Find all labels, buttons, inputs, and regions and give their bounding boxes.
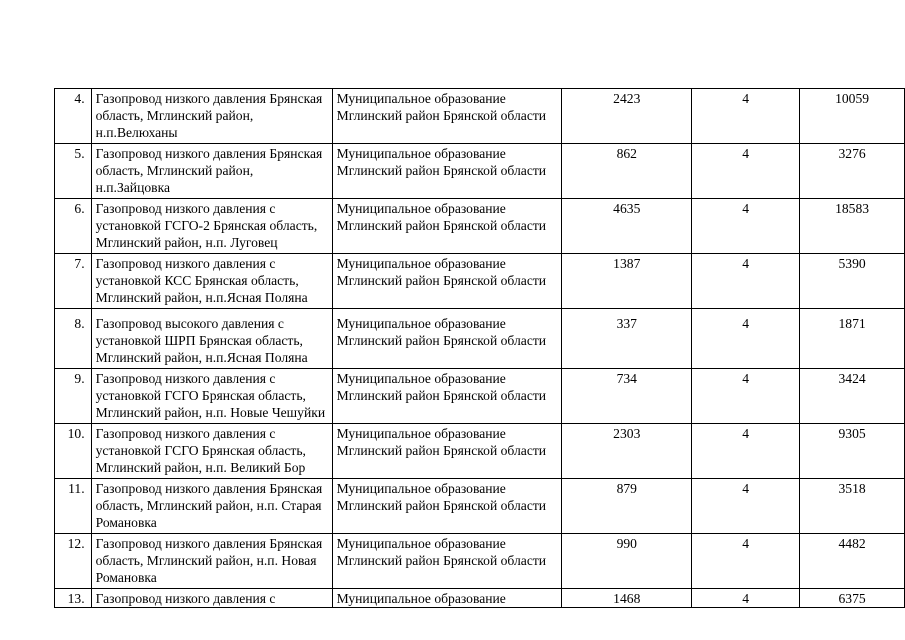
pipeline-group: 4 [692, 199, 800, 254]
pipeline-value: 10059 [800, 89, 905, 144]
pipeline-group: 4 [692, 309, 800, 369]
pipeline-group: 4 [692, 144, 800, 199]
table-row [55, 589, 905, 608]
pipeline-group: 4 [692, 254, 800, 309]
pipeline-value: 9305 [800, 424, 905, 479]
pipeline-group: 4 [692, 89, 800, 144]
pipeline-description: Газопровод низкого давления Брянская область, Мглинский район, н.п. Старая Романовка [91, 479, 332, 534]
owner-organization: Муниципальное образование Мглинский район Брянской области [332, 369, 562, 424]
pipeline-value: 1871 [800, 309, 905, 369]
pipeline-length: 990 [562, 534, 692, 589]
owner-organization: Муниципальное образование [332, 589, 562, 608]
pipeline-value: 6375 [800, 589, 905, 608]
pipeline-description: Газопровод низкого давления с установкой ГСГО Брянская область, Мглинский район, н.п. Новые Чешуйки [91, 369, 332, 424]
pipeline-value: 18583 [800, 199, 905, 254]
pipeline-value: 3276 [800, 144, 905, 199]
pipeline-value: 3424 [800, 369, 905, 424]
row-number: 7. [55, 254, 92, 309]
pipeline-description: Газопровод высокого давления с установкой ШРП Брянская область, Мглинский район, н.п.Ясная Поляна [91, 309, 332, 369]
pipeline-description: Газопровод низкого давления Брянская область, Мглинский район, н.п.Зайцовка [91, 144, 332, 199]
pipeline-length: 879 [562, 479, 692, 534]
pipeline-length: 734 [562, 369, 692, 424]
pipeline-value: 5390 [800, 254, 905, 309]
row-number: 9. [55, 369, 92, 424]
table-row [55, 424, 905, 479]
pipeline-length: 1387 [562, 254, 692, 309]
pipeline-group: 4 [692, 479, 800, 534]
gas-pipeline-table [54, 88, 905, 608]
row-number: 5. [55, 144, 92, 199]
pipeline-value: 4482 [800, 534, 905, 589]
pipeline-description: Газопровод низкого давления с [91, 589, 332, 608]
pipeline-description: Газопровод низкого давления с установкой ГСГО-2 Брянская область, Мглинский район, н.п. Луговец [91, 199, 332, 254]
table-row [55, 254, 905, 309]
table-row [55, 309, 905, 369]
pipeline-description: Газопровод низкого давления с установкой КСС Брянская область, Мглинский район, н.п.Ясная Поляна [91, 254, 332, 309]
owner-organization: Муниципальное образование Мглинский район Брянской области [332, 534, 562, 589]
owner-organization: Муниципальное образование Мглинский район Брянской области [332, 89, 562, 144]
row-number: 6. [55, 199, 92, 254]
table-row [55, 369, 905, 424]
pipeline-length: 4635 [562, 199, 692, 254]
owner-organization: Муниципальное образование Мглинский район Брянской области [332, 254, 562, 309]
table-row [55, 199, 905, 254]
owner-organization: Муниципальное образование Мглинский район Брянской области [332, 479, 562, 534]
table-row [55, 534, 905, 589]
pipeline-group: 4 [692, 369, 800, 424]
pipeline-description: Газопровод низкого давления Брянская область, Мглинский район, н.п.Велюханы [91, 89, 332, 144]
owner-organization: Муниципальное образование Мглинский район Брянской области [332, 144, 562, 199]
pipeline-value: 3518 [800, 479, 905, 534]
pipeline-length: 2303 [562, 424, 692, 479]
row-number: 10. [55, 424, 92, 479]
pipeline-length: 1468 [562, 589, 692, 608]
pipeline-length: 337 [562, 309, 692, 369]
owner-organization: Муниципальное образование Мглинский район Брянской области [332, 309, 562, 369]
row-number: 13. [55, 589, 92, 608]
table-row [55, 479, 905, 534]
table-row [55, 89, 905, 144]
pipeline-length: 2423 [562, 89, 692, 144]
pipeline-group: 4 [692, 534, 800, 589]
row-number: 12. [55, 534, 92, 589]
table-row [55, 144, 905, 199]
row-number: 8. [55, 309, 92, 369]
row-number: 11. [55, 479, 92, 534]
pipeline-description: Газопровод низкого давления с установкой ГСГО Брянская область, Мглинский район, н.п. Великий Бор [91, 424, 332, 479]
pipeline-description: Газопровод низкого давления Брянская область, Мглинский район, н.п. Новая Романовка [91, 534, 332, 589]
pipeline-length: 862 [562, 144, 692, 199]
owner-organization: Муниципальное образование Мглинский район Брянской области [332, 424, 562, 479]
pipeline-group: 4 [692, 589, 800, 608]
row-number: 4. [55, 89, 92, 144]
pipeline-group: 4 [692, 424, 800, 479]
owner-organization: Муниципальное образование Мглинский район Брянской области [332, 199, 562, 254]
